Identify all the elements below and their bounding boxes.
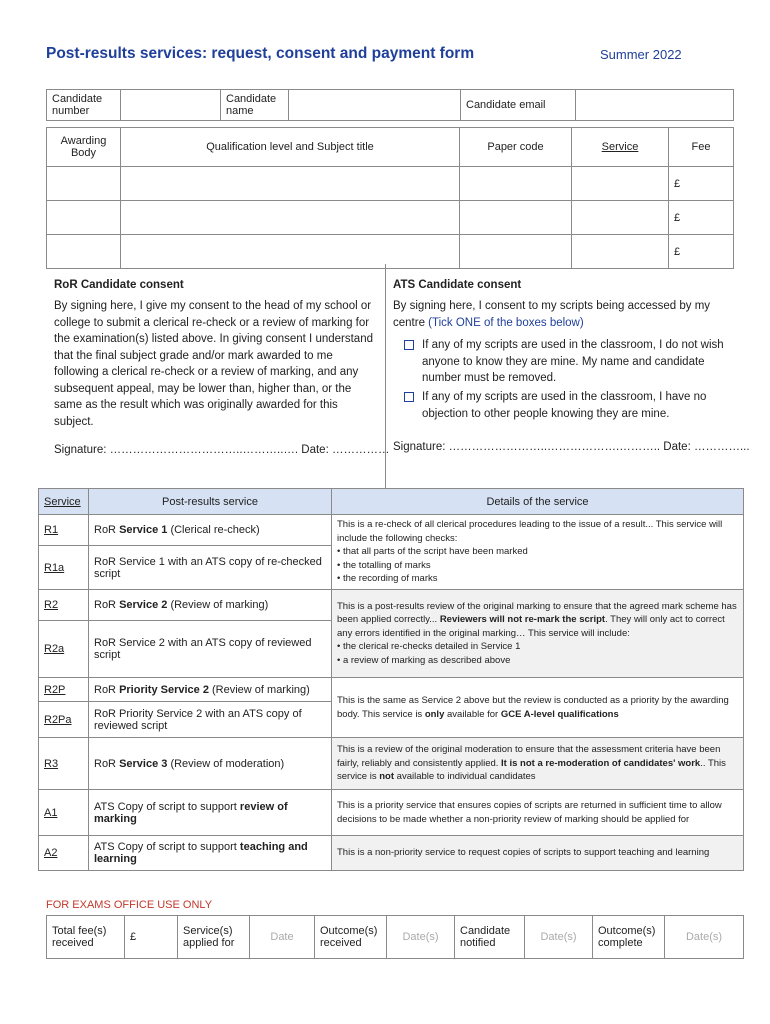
outcome-complete-label: Outcome(s) complete: [593, 916, 665, 959]
service-name: RoR Service 1 with an ATS copy of re-checked script: [89, 546, 332, 590]
service-details: This is a priority service that ensures copies of scripts are returned in sufficient time to allow decisions to be made whether a non-priority review of marking should be applied for: [332, 790, 744, 836]
complete-date-field[interactable]: Date(s): [665, 916, 744, 959]
service-details: This is a non-priority service to request copies of scripts to support teaching and learning: [332, 836, 744, 871]
service-code: R1a: [39, 546, 89, 590]
service-code: A1: [39, 790, 89, 836]
papers-table: [46, 127, 734, 269]
candidate-email-label: Candidate email: [461, 90, 576, 121]
fee-cell[interactable]: £: [669, 167, 734, 201]
awarding-body-cell[interactable]: [47, 235, 121, 269]
ats-option1-checkbox[interactable]: [404, 340, 414, 358]
applied-date-field[interactable]: Date: [250, 916, 315, 959]
service-name: RoR Priority Service 2 (Review of marking): [89, 678, 332, 702]
paper-code-header: Paper code: [460, 128, 572, 167]
service-name: ATS Copy of script to support review of marking: [89, 790, 332, 836]
awarding-body-header: Awarding Body: [47, 128, 121, 167]
service-code: R3: [39, 738, 89, 790]
table-row: [39, 836, 744, 871]
exam-series: Summer 2022: [600, 47, 682, 62]
outcome-received-label: Outcome(s) received: [315, 916, 387, 959]
ats-option2-text: If any of my scripts are used in the classroom, I have no objection to other people knowing they are mine.: [422, 391, 707, 420]
ats-option2-checkbox[interactable]: [404, 392, 414, 410]
paper-code-cell[interactable]: [460, 201, 572, 235]
paper-code-cell[interactable]: [460, 235, 572, 269]
candidate-number-field[interactable]: [121, 90, 221, 121]
exams-office-table: [46, 915, 744, 959]
service-details: This is a post-results review of the original marking to ensure that the agreed mark scheme has been applied correctly... Reviewers will not re-mark the script. They will only act to correct any errors identified in the original marking… This service will include: • the clerical re-checks detailed in Service 1 • a review of marking as described above: [332, 590, 744, 678]
service-cell[interactable]: [572, 167, 669, 201]
table-row: [39, 678, 744, 702]
post-results-header: Post-results service: [89, 489, 332, 515]
qualification-cell[interactable]: [121, 235, 460, 269]
services-applied-label: Service(s) applied for: [178, 916, 250, 959]
ats-consent-heading: ATS Candidate consent: [393, 279, 522, 291]
service-cell[interactable]: [572, 201, 669, 235]
service-details: This is a re-check of all clerical procedures leading to the issue of a result... This service will include the following checks: • that all parts of the script have been marked • the totalling of marks • the recording of marks: [332, 515, 744, 590]
ats-consent-text: By signing here, I consent to my scripts being accessed by my centre (Tick ONE of the boxes below): [393, 300, 711, 329]
total-fee-field[interactable]: £: [125, 916, 178, 959]
ror-consent-text: By signing here, I give my consent to the head of my school or college to submit a clerical re-check or a review of marking for the examination(s) listed above. In giving consent I understand that the final subject grade and/or mark awarded to me following a clerical re-check or a review of marking, and any subsequent appeal, may be lower than, higher than, or the same as the result which was originally awarded for this subject.: [54, 300, 373, 428]
candidate-number-label: Candidate number: [47, 90, 121, 121]
service-name: RoR Service 3 (Review of moderation): [89, 738, 332, 790]
qualification-header: Qualification level and Subject title: [121, 128, 460, 167]
ats-signature-line[interactable]: Signature: ……………………..……………….……….. Date: …………...: [393, 441, 750, 453]
ror-consent-heading: RoR Candidate consent: [54, 279, 184, 291]
qualification-cell[interactable]: [121, 167, 460, 201]
service-name: ATS Copy of script to support teaching and learning: [89, 836, 332, 871]
candidate-name-field[interactable]: [289, 90, 461, 121]
paper-row: [47, 201, 734, 235]
candidate-email-field[interactable]: [576, 90, 734, 121]
candidate-name-label: Candidate name: [221, 90, 289, 121]
fee-cell[interactable]: £: [669, 201, 734, 235]
service-code: R2a: [39, 621, 89, 678]
ror-signature-line[interactable]: Signature: ……………………………..………..…. Date: ……………: [54, 444, 390, 456]
service-code-header: Service: [39, 489, 89, 515]
paper-row: [47, 235, 734, 269]
service-name: RoR Priority Service 2 with an ATS copy of reviewed script: [89, 702, 332, 738]
service-code: R2P: [39, 678, 89, 702]
fee-header: Fee: [669, 128, 734, 167]
paper-code-cell[interactable]: [460, 167, 572, 201]
service-code: A2: [39, 836, 89, 871]
paper-row: [47, 167, 734, 201]
fee-cell[interactable]: £: [669, 235, 734, 269]
service-cell[interactable]: [572, 235, 669, 269]
form-title: Post-results services: request, consent and payment form: [46, 45, 475, 62]
service-name: RoR Service 2 with an ATS copy of reviewed script: [89, 621, 332, 678]
service-details: This is a review of the original moderation to ensure that the assessment criteria have been fairly, reliably and consistently applied. It is not a re-moderation of candidates' work.. This service is not available to individual candidates: [332, 738, 744, 790]
details-header: Details of the service: [332, 489, 744, 515]
table-row: [39, 738, 744, 790]
total-fee-label: Total fee(s) received: [47, 916, 125, 959]
service-name: RoR Service 1 (Clerical re-check): [89, 515, 332, 546]
qualification-cell[interactable]: [121, 201, 460, 235]
tick-instruction: (Tick ONE of the boxes below): [428, 316, 584, 329]
awarding-body-cell[interactable]: [47, 201, 121, 235]
table-row: [39, 590, 744, 621]
service-name: RoR Service 2 (Review of marking): [89, 590, 332, 621]
service-header: Service: [572, 128, 669, 167]
table-row: [39, 515, 744, 546]
exams-office-heading: FOR EXAMS OFFICE USE ONLY: [46, 899, 213, 911]
service-details: This is the same as Service 2 above but the review is conducted as a priority by the awarding body. This service is only available for GCE A-level qualifications: [332, 678, 744, 738]
service-code: R2Pa: [39, 702, 89, 738]
candidate-notified-label: Candidate notified: [455, 916, 525, 959]
service-code: R1: [39, 515, 89, 546]
received-date-field[interactable]: Date(s): [387, 916, 455, 959]
services-table: [38, 488, 744, 871]
service-code: R2: [39, 590, 89, 621]
notified-date-field[interactable]: Date(s): [525, 916, 593, 959]
awarding-body-cell[interactable]: [47, 167, 121, 201]
ats-option1-text: If any of my scripts are used in the classroom, I do not wish anyone to know they are mine. My name and candidate number must be removed.: [422, 339, 724, 384]
candidate-details-table: [46, 89, 734, 121]
table-row: [39, 790, 744, 836]
